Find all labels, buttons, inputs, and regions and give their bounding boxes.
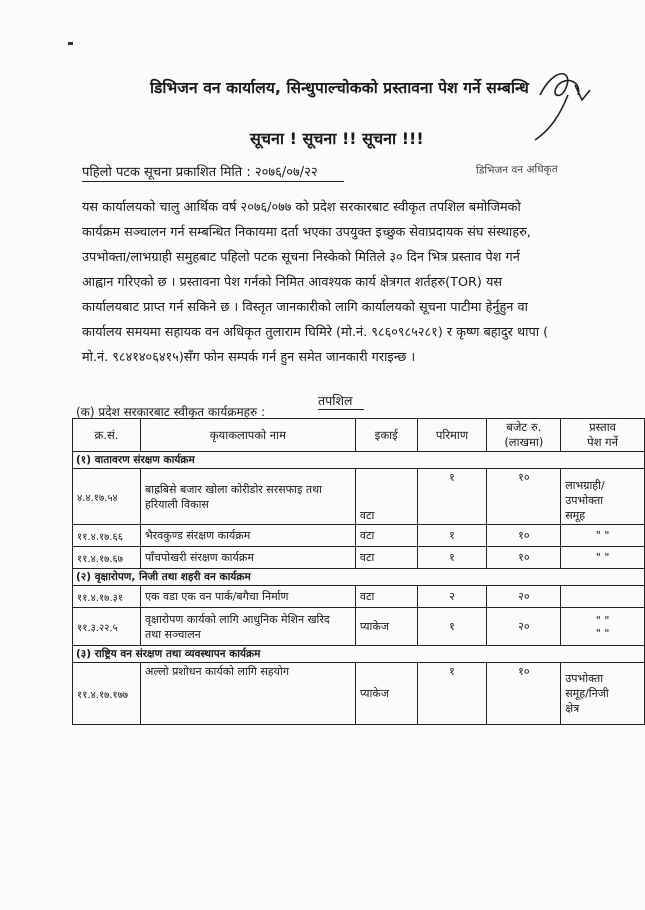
body-line: मो.नं. ९८४१४०६४१५)सँग फोन सम्पर्क गर्न हुन समेत जानकारी गराइन्छ । [82, 350, 416, 365]
programs-subheading: (क) प्रदेश सरकारबाट स्वीकृत कार्यक्रमहरु : [76, 405, 266, 419]
cell-sn: ११.४.१७.६६ [73, 525, 141, 547]
cell-unit: प्याकेज [355, 663, 417, 725]
cell-proposal: " " [561, 547, 645, 569]
table-row [73, 547, 645, 569]
header-sn: क्र.सं. [73, 419, 141, 452]
cell-sn: ४.४.१७.५४ [73, 469, 141, 525]
cell-quantity: १ [417, 469, 487, 525]
cell-unit: प्याकेज [355, 608, 417, 646]
cell-budget: २० [487, 586, 561, 608]
cell-budget: १० [487, 525, 561, 547]
section-heading: (२) वृक्षारोपण, निजी तथा शहरी वन कार्यक्रम [73, 569, 645, 586]
body-line: कार्यालयबाट प्राप्त गर्न सकिने छ । विस्तृत जानकारीको लागि कार्यालयको सूचना पाटीमा हेर्नुहुन वा [82, 300, 528, 315]
officer-stamp: डिभिजन वन अधिकृत [475, 163, 558, 177]
table-row [73, 525, 645, 547]
cell-quantity: २ [417, 586, 487, 608]
cell-activity: बाह्रबिसे बजार खोला कोरीडोर सरसफाइ तथा हरियाली विकास [140, 469, 355, 525]
cell-budget: १० [487, 547, 561, 569]
header-unit: इकाई [355, 419, 417, 452]
cell-quantity: १ [417, 547, 487, 569]
body-line: उपभोक्ता/लाभग्राही समुहबाट पहिलो पटक सूचना निस्केको मितिले ३० दिन भित्र प्रस्ताव पेश गर्न [82, 250, 520, 265]
body-line: आह्वान गरिएको छ । प्रस्तावना पेश गर्नको निमित आवश्यक कार्य क्षेत्रगत शर्तहरु(TOR) यस [82, 275, 503, 290]
date-underline [82, 181, 344, 182]
cell-sn: ११.४.१७.६७ [73, 547, 141, 569]
cell-activity: एक वडा एक वन पार्क/बगैचा निर्माण [140, 586, 355, 608]
table-header-row [73, 419, 645, 452]
header-budget: बजेट रु. (लाखमा) [487, 419, 561, 452]
body-line: कार्यक्रम सञ्चालन गर्न सम्बन्धित निकायमा दर्ता भएका उपयुक्त इच्छुक सेवाप्रदायक संघ संस्थाहरु, [82, 225, 531, 240]
cell-unit: वटा [355, 547, 417, 569]
section-heading: (१) वातावरण संरक्षण कार्यक्रम [73, 452, 645, 469]
section-row [73, 646, 645, 663]
signature-icon [520, 55, 600, 145]
cell-proposal: " " " " [561, 608, 645, 646]
header-activity: कृयाकलापको नाम [140, 419, 355, 452]
page-title: डिभिजन वन कार्यालय, सिन्धुपाल्चोकको प्रस्तावना पेश गर्ने सम्बन्धि [150, 79, 529, 97]
cell-activity: वृक्षारोपण कार्यको लागि आधुनिक मेशिन खरिद तथा सञ्चालन [140, 608, 355, 646]
cell-sn: ११.४.१७.३१ [73, 586, 141, 608]
cell-unit: वटा [355, 525, 417, 547]
header-quantity: परिमाण [417, 419, 487, 452]
cell-activity: अल्लो प्रशोधन कार्यको लागि सहयोग [140, 663, 355, 725]
cell-sn: ११.३.२२.५ [73, 608, 141, 646]
table-row [73, 663, 645, 725]
cell-unit: वटा [355, 586, 417, 608]
table-row [73, 469, 645, 525]
cell-budget: २० [487, 608, 561, 646]
tapashil-heading: तपशिल [318, 393, 353, 408]
programs-table [72, 418, 645, 725]
tapashil-underline [318, 409, 364, 410]
cell-activity: पाँचपोखरी संरक्षण कार्यक्रम [140, 547, 355, 569]
cell-quantity: १ [417, 525, 487, 547]
cell-proposal: लाभग्राही/ उपभोक्ता समूह [561, 469, 645, 525]
cell-sn: ११.४.१७.१७७ [73, 663, 141, 725]
cell-proposal: " " [561, 525, 645, 547]
section-row [73, 569, 645, 586]
cell-unit: वटा [355, 469, 417, 525]
cell-budget: १० [487, 663, 561, 725]
notice-heading: सूचना ! सूचना !! सूचना !!! [250, 129, 424, 148]
section-heading: (३) राष्ट्रिय वन संरक्षण तथा व्यवस्थापन कार्यक्रम [73, 646, 645, 663]
cell-proposal [561, 586, 645, 608]
cell-proposal: उपभोक्ता समूह/निजी क्षेत्र [561, 663, 645, 725]
header-proposal: प्रस्ताव पेश गर्ने [561, 419, 645, 452]
body-line: कार्यालय समयमा सहायक वन अधिकृत तुलाराम घिमिरे (मो.नं. ९८६०९८५२८१) र कृष्ण बहादुर थापा ( [82, 325, 549, 340]
cell-activity: भैरवकुण्ड संरक्षण कार्यक्रम [140, 525, 355, 547]
section-row [73, 452, 645, 469]
publish-date: पहिलो पटक सूचना प्रकाशित मिति : २०७६/०७/२२ [82, 165, 318, 180]
table-row [73, 608, 645, 646]
table-row [73, 586, 645, 608]
cell-quantity: १ [417, 663, 487, 725]
body-line: यस कार्यालयको चालु आर्थिक वर्ष २०७६/०७७ को प्रदेश सरकारबाट स्वीकृत तपशिल बमोजिमको [82, 200, 521, 215]
scan-mark [68, 42, 73, 45]
cell-budget: १० [487, 469, 561, 525]
cell-quantity: १ [417, 608, 487, 646]
